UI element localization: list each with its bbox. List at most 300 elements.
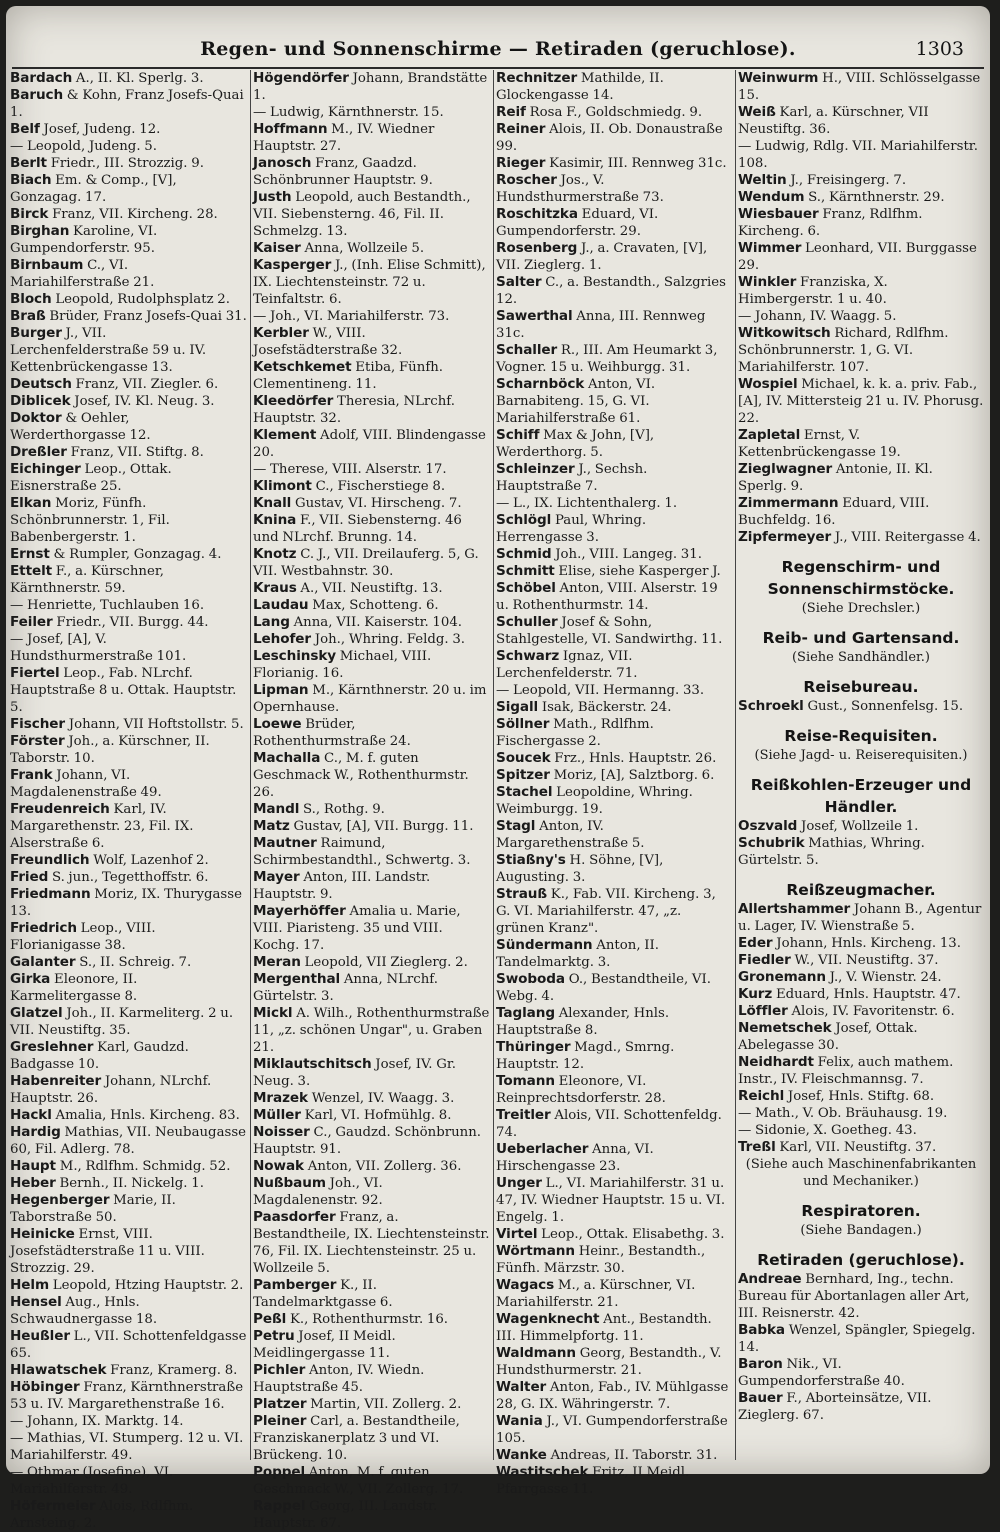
entry-details: Eduard, VI. Gumpendorferstr. 29. [496, 207, 659, 239]
entry-details: Joh., a. Kürschner, II. Taborstr. 10. [10, 734, 210, 766]
entry-name: Biach [10, 172, 52, 188]
entry-name: Poppel [253, 1464, 306, 1480]
entry-name: Freudenreich [10, 801, 110, 817]
entry-details: J., (Inh. Elise Schmitt), IX. Liechtensteinstr. 72 u. Teinfaltstr. 6. [253, 258, 486, 307]
entry-name: Andreae [738, 1271, 802, 1287]
entry-name: Kurz [738, 986, 773, 1002]
entry-name: Nemetschek [738, 1020, 832, 1036]
entry-name: Girka [10, 971, 51, 987]
entry-name: Weltin [738, 172, 787, 188]
entry-details: Anna, Wollzeile 5. [304, 241, 425, 256]
entry-details: & Oehler, Werderthorgasse 12. [10, 411, 151, 443]
directory-entry [253, 580, 490, 597]
entry-name: Mickl [253, 1005, 293, 1021]
directory-entry [10, 1005, 247, 1039]
directory-entry [10, 1073, 247, 1107]
entry-details: C., Gaudzd. Schönbrunn. Hauptstr. 91. [253, 1125, 481, 1157]
entry-name: Roscher [496, 172, 557, 188]
directory-entry [738, 901, 984, 935]
entry-details: Leopoldine, Whring. Weimburgg. 19. [496, 785, 693, 817]
entry-details: Georg, Bestandth., V. Hundsthurmerstr. 21. [496, 1346, 722, 1378]
directory-entry [253, 1413, 490, 1464]
entry-name: Ernst [10, 546, 50, 562]
directory-entry [253, 750, 490, 801]
directory-entry [738, 461, 984, 495]
entry-details: Brüder, Rothenthurmstraße 24. [253, 717, 411, 749]
entry-name: Paasdorfer [253, 1209, 336, 1225]
directory-entry [738, 1054, 984, 1088]
entry-details: J., VI. Gumpendorferstraße 105. [496, 1414, 728, 1446]
entry-details: Karl, Gaudzd. Badgasse 10. [10, 1040, 189, 1072]
entry-details: Amalia u. Marie, VIII. Piaristeng. 35 und VIII. Kochg. 17. [253, 904, 461, 953]
entry-details: Heinr., Bestandth., Fünfh. Märzstr. 30. [496, 1244, 706, 1276]
entry-details: Raimund, Schirmbestandthl., Schwertg. 3. [253, 836, 471, 868]
entry-details: Ignaz, VII. Lerchenfelderstr. 71. [496, 649, 638, 681]
directory-entry [10, 1039, 247, 1073]
header-rule [12, 67, 984, 69]
entry-details: Wenzel, Spängler, Spiegelg. 14. [738, 1323, 976, 1355]
entry-name: Schöbel [496, 580, 556, 596]
directory-entry [496, 240, 732, 274]
directory-entry [253, 70, 490, 104]
entry-name: Söllner [496, 716, 550, 732]
entry-name: Pleiner [253, 1413, 307, 1429]
entry-name: Schmitt [496, 563, 555, 579]
entry-name: Noisser [253, 1124, 310, 1140]
entry-name: Roschitzka [496, 206, 578, 222]
entry-details: M., Kärnthnerstr. 20 u. im Opernhause. [253, 683, 487, 715]
directory-entry [10, 852, 247, 869]
entry-details: Alexander, Hnls. Hauptstraße 8. [496, 1006, 670, 1038]
directory-entry [10, 70, 247, 87]
directory-entry [253, 240, 490, 257]
entry-details: Leop., Fab. NLrchf. Hauptstraße 8 u. Ottak. Hauptstr. 5. [10, 666, 237, 715]
entry-details: K., Fab. VII. Kircheng. 3, G. VI. Mariahilferstr. 47, „z. grünen Kranz". [496, 887, 716, 936]
entry-details: C., M. f. guten Geschmack W., Rothenthurmstr. 26. [253, 751, 469, 800]
column-2 [253, 70, 490, 1531]
entry-name: Knall [253, 495, 292, 511]
entry-details: R., III. Am Heumarkt 3, Vogner. 15 u. Weihburgg. 31. [496, 343, 718, 375]
entry-details: Franz, Gaadzd. Schönbrunner Hauptstr. 9. [253, 156, 433, 188]
entry-details: M., a. Kürschner, VI. Mariahilferstr. 21. [496, 1278, 696, 1310]
section-heading: Reißzeugmacher. [786, 881, 936, 899]
directory-entry [738, 986, 984, 1003]
entry-name: Weinwurm [738, 70, 819, 86]
section-heading: Respiratoren. [801, 1202, 921, 1220]
entry-details: Johann B., Agentur u. Lager, IV. Wienstraße 5. [738, 902, 982, 934]
entry-details: F., VII. Siebensterng. 46 und NLrchf. Brunng. 14. [253, 513, 462, 545]
entry-details: Franz, VII. Ziegler. 6. [75, 377, 219, 392]
entry-details: Marie, II. Taborstraße 50. [10, 1193, 176, 1225]
entry-details: Joh., II. Karmeliterg. 2 u. VII. Neustiftg. 35. [10, 1006, 234, 1038]
entry-name: Knina [253, 512, 297, 528]
entry-details: Franz, VII. Kircheng. 28. [52, 207, 218, 222]
entry-name: Schleinzer [496, 461, 575, 477]
entry-details: Franz, a. Bestandtheile, IX. Liechtensteinstr. 76, Fil. IX. Liechtensteinstr. 25 u. Wollzeile 5. [253, 1210, 490, 1276]
directory-entry [253, 359, 490, 393]
entry-details: Moriz, IX. Thurygasse 13. [10, 887, 242, 919]
entry-name: Friedrich [10, 920, 77, 936]
entry-name: Fiedler [738, 952, 791, 968]
directory-entry [496, 716, 732, 750]
directory-entry [253, 1056, 490, 1090]
entry-details: Karl, VII. Neustiftg. 37. [779, 1140, 937, 1155]
directory-entry [496, 682, 732, 699]
entry-details: Anton, IV. Wiedn. Hauptstraße 45. [253, 1363, 425, 1395]
entry-name: Mergenthal [253, 971, 341, 987]
see-reference: (Siehe Jagd- u. Reiserequisiten.) [754, 748, 968, 763]
directory-entry [496, 104, 732, 121]
directory-entry [496, 1005, 732, 1039]
entry-details: Mathilde, II. Glockengasse 14. [496, 71, 664, 103]
entry-details: M., Rdlfhm. Schmidg. 52. [59, 1159, 231, 1174]
directory-entry [496, 1345, 732, 1379]
directory-entry [496, 563, 732, 580]
entry-details: Josef, Judeng. 12. [43, 122, 161, 137]
entry-name: Elkan [10, 495, 52, 511]
directory-entry [10, 869, 247, 886]
directory-entry [253, 1396, 490, 1413]
entry-name: Reif [496, 104, 526, 120]
entry-details: Isak, Bäckerstr. 24. [541, 700, 672, 715]
entry-name: Sigall [496, 699, 539, 715]
entry-details: Anna, III. Rennweg 31c. [496, 309, 706, 341]
entry-name: Feiler [10, 614, 53, 630]
entry-details: Joh., VI. Magdalenenstr. 92. [253, 1176, 383, 1208]
entry-name: Diblicek [10, 393, 71, 409]
entry-details: Carl, a. Bestandtheile, Franziskanerplatz 3 und VI. Brückeng. 10. [253, 1414, 460, 1463]
section-heading: Reise-Requisiten. [784, 727, 938, 745]
entry-details: H., VIII. Schlösselgasse 15. [738, 71, 981, 103]
directory-entry [496, 461, 732, 495]
directory-entry [253, 1311, 490, 1328]
entry-name: Oszvald [738, 818, 798, 834]
entry-details: Friedr., VII. Burgg. 44. [56, 615, 209, 630]
entry-details: — Henriette, Tuchlauben 16. [10, 598, 205, 613]
entry-details: H. Söhne, [V], Augusting. 3. [496, 853, 664, 885]
directory-entry [738, 969, 984, 986]
entry-details: Josef & Sohn, Stahlgestelle, VI. Sandwirthg. 11. [496, 615, 723, 647]
entry-details: Leop., VIII. Florianigasse 38. [10, 921, 156, 953]
entry-name: Wania [496, 1413, 543, 1429]
entry-details: Amalia, Hnls. Kircheng. 83. [55, 1108, 240, 1123]
entry-name: Heinicke [10, 1226, 75, 1242]
entry-name: Salter [496, 274, 542, 290]
directory-entry [253, 869, 490, 903]
entry-details: Leopold, Rudolphsplatz 2. [55, 292, 230, 307]
directory-entry [738, 698, 984, 715]
entry-details: F., a. Kürschner, Kärnthnerstr. 59. [10, 564, 164, 596]
entry-details: Johann, NLrchf. Hauptstr. 26. [10, 1074, 212, 1106]
directory-entry [10, 1277, 247, 1294]
directory-entry [10, 971, 247, 1005]
directory-entry [10, 1362, 247, 1379]
entry-details: Nik., VI. Gumpendorferstraße 40. [738, 1357, 905, 1389]
directory-entry [496, 614, 732, 648]
entry-details: Fritz, II Meidl. Pfarrgasse 11. [496, 1465, 690, 1497]
entry-name: Lang [253, 614, 290, 630]
directory-entry [496, 1413, 732, 1447]
entry-name: Leschinsky [253, 648, 337, 664]
entry-details: Math., Rdlfhm. Fischergasse 2. [496, 717, 654, 749]
entry-name: Höbinger [10, 1379, 80, 1395]
entry-details: Gust., Sonnenfelsg. 15. [807, 699, 964, 714]
entry-name: Höfermeier [10, 1498, 96, 1514]
page-number: 1303 [915, 38, 964, 60]
entry-details: S. jun., Tegetthoffstr. 6. [51, 870, 209, 885]
directory-entry [10, 1430, 247, 1464]
entry-details: C., Fischerstiege 8. [315, 479, 446, 494]
directory-entry [496, 818, 732, 852]
entry-name: Allertshammer [738, 901, 851, 917]
entry-name: Virtel [496, 1226, 538, 1242]
entry-name: Bauer [738, 1390, 783, 1406]
entry-details: Leop., Ottak. Elisabethg. 3. [541, 1227, 725, 1242]
directory-entry [10, 716, 247, 733]
directory-entry [253, 308, 490, 325]
directory-entry [496, 495, 732, 512]
entry-details: Mathias, VII. Neubaugasse 60, Fil. Adlerg. 78. [10, 1125, 247, 1157]
directory-entry [10, 563, 247, 597]
directory-entry [496, 1226, 732, 1243]
entry-details: Joh., VIII. Langeg. 31. [555, 547, 702, 562]
directory-entry [253, 954, 490, 971]
entry-name: Eder [738, 935, 773, 951]
entry-name: Kaiser [253, 240, 301, 256]
entry-name: Heußler [10, 1328, 70, 1344]
entry-name: Wanke [496, 1447, 547, 1463]
entry-name: Hardig [10, 1124, 61, 1140]
entry-details: M., IV. Wiedner Hauptstr. 27. [253, 122, 435, 154]
entry-name: Bloch [10, 291, 52, 307]
entry-name: Zipfermeyer [738, 529, 832, 545]
entry-details: Ernst, V. Kettenbrückengasse 19. [738, 428, 901, 460]
entry-details: Elise, siehe Kasperger J. [558, 564, 721, 579]
entry-details: J., Sechsh. Hauptstraße 7. [496, 462, 648, 494]
directory-entry [10, 172, 247, 206]
entry-details: Aug., Hnls. Schwaudnergasse 18. [10, 1295, 158, 1327]
entry-name: Ettelt [10, 563, 53, 579]
directory-entry [253, 1090, 490, 1107]
entry-details: Gustav, VI. Hirscheng. 7. [294, 496, 462, 511]
directory-entry [496, 1175, 732, 1226]
directory-entry [253, 631, 490, 648]
directory-entry [738, 172, 984, 189]
directory-entry [253, 971, 490, 1005]
entry-details: Alois, II. Ob. Donaustraße 99. [496, 122, 723, 154]
entry-details: Leonhard, VII. Burggasse 29. [738, 241, 977, 273]
section-heading: Reib- und Gartensand. [762, 629, 960, 647]
directory-entry [253, 1464, 490, 1498]
entry-details: Leop., Ottak. Eisnerstraße 25. [10, 462, 172, 494]
entry-details: Anton, M. f. guten Geschmack W., VII. Zollerg. 17. [253, 1465, 464, 1497]
entry-name: Witkowitsch [738, 325, 831, 341]
directory-entry [253, 393, 490, 427]
directory-entry [10, 461, 247, 495]
entry-name: Stachel [496, 784, 553, 800]
entry-name: Schuller [496, 614, 558, 630]
entry-details: Franz, Rdlfhm. Kircheng. 6. [738, 207, 923, 239]
entry-name: Swoboda [496, 971, 565, 987]
directory-entry [253, 155, 490, 189]
entry-name: Kleedörfer [253, 393, 334, 409]
directory-entry [496, 512, 732, 546]
entry-details: Georg, III. Landstr. Hauptstr. 67. [253, 1499, 438, 1531]
entry-details: Alois, Rdlfhm. Arnsteing. 2. [10, 1499, 194, 1531]
directory-entry [253, 478, 490, 495]
directory-entry [253, 1124, 490, 1158]
entry-name: Klement [253, 427, 317, 443]
entry-name: Hegenberger [10, 1192, 110, 1208]
entry-details: Antonie, II. Kl. Sperlg. 9. [738, 462, 933, 494]
entry-name: Eichinger [10, 461, 81, 477]
entry-name: Mrazek [253, 1090, 308, 1106]
column-4 [738, 70, 984, 1460]
entry-details: Johann, Brandstätte 1. [253, 71, 488, 103]
directory-entry [253, 801, 490, 818]
directory-entry [496, 70, 732, 104]
entry-details: — Othmar (Josefine), VI. Mariahilferstr. 49. [10, 1465, 174, 1497]
entry-details: Anton, IV. Margarethenstraße 5. [496, 819, 645, 851]
entry-name: Hensel [10, 1294, 62, 1310]
entry-name: Helm [10, 1277, 50, 1293]
entry-details: Franz, VII. Stiftg. 8. [70, 445, 204, 460]
entry-details: J., Freisingerg. 7. [790, 173, 907, 188]
entry-details: Andreas, II. Taborstr. 31. [550, 1448, 718, 1463]
entry-details: Josef, II Meidl. Meidlingergasse 11. [253, 1329, 396, 1361]
directory-entry [496, 274, 732, 308]
directory-entry [496, 427, 732, 461]
see-reference: (Siehe Bandagen.) [800, 1223, 922, 1238]
directory-entry [496, 1447, 732, 1464]
directory-entry [10, 801, 247, 852]
directory-entry [10, 631, 247, 665]
entry-details: — Sidonie, X. Goetheg. 43. [738, 1123, 917, 1138]
entry-name: Rechnitzer [496, 70, 578, 86]
directory-entry [738, 240, 984, 274]
directory-entry [10, 1226, 247, 1277]
entry-name: Lehofer [253, 631, 312, 647]
column-divider [250, 70, 251, 1460]
directory-entry [253, 121, 490, 155]
entry-details: Moriz, [A], Salztborg. 6. [553, 768, 715, 783]
entry-name: Haupt [10, 1158, 56, 1174]
entry-details: Anton, Fab., IV. Mühlgasse 28, G. IX. Währingerstr. 7. [496, 1380, 729, 1412]
directory-entry [10, 325, 247, 376]
section-heading: Retiraden (geruchlose). [757, 1251, 965, 1269]
entry-name: Berlt [10, 155, 47, 171]
directory-entry [10, 121, 247, 138]
directory-entry [496, 1379, 732, 1413]
directory-entry [738, 1020, 984, 1054]
directory-entry [10, 257, 247, 291]
directory-entry [738, 274, 984, 308]
entry-details: Eduard, Hnls. Hauptstr. 47. [775, 987, 961, 1002]
entry-details: Josef, Hnls. Stiftg. 68. [787, 1089, 935, 1104]
entry-details: S., Kärnthnerstr. 29. [808, 190, 945, 205]
entry-details: — Leopold, VII. Hermanng. 33. [496, 683, 705, 698]
entry-details: J., VIII. Reitergasse 4. [834, 530, 981, 545]
entry-details: & Rumpler, Gonzagag. 4. [53, 547, 222, 562]
directory-entry [253, 495, 490, 512]
entry-details: Paul, Whring. Herrengasse 3. [496, 513, 647, 545]
entry-details: J., VII. Lerchenfelderstraße 59 u. IV. Kettenbrückengasse 13. [10, 326, 207, 375]
entry-details: Karl, VI. Hofmühlg. 8. [304, 1108, 452, 1123]
entry-name: Friedmann [10, 886, 91, 902]
directory-entry [496, 767, 732, 784]
entry-details: Rosa F., Goldschmiedg. 9. [529, 105, 703, 120]
entry-details: — Joh., VI. Mariahilferstr. 73. [253, 309, 450, 324]
directory-entry [738, 206, 984, 240]
entry-details: J., a. Cravaten, [V], VII. Zieglerg. 1. [496, 241, 708, 273]
entry-details: — Johann, IV. Waagg. 5. [738, 309, 897, 324]
entry-details: Anna, VII. Kaiserstr. 104. [293, 615, 463, 630]
entry-details: Ernst, VIII. Josefstädterstraße 11 u. VIII. Strozzig. 29. [10, 1227, 205, 1276]
directory-entry [496, 121, 732, 155]
directory-entry [496, 580, 732, 614]
entry-name: Mayerhöffer [253, 903, 346, 919]
see-reference: (Siehe Drechsler.) [801, 601, 921, 616]
entry-name: Meran [253, 954, 301, 970]
entry-details: Magd., Smrng. Hauptstr. 12. [496, 1040, 675, 1072]
entry-name: Deutsch [10, 376, 72, 392]
entry-name: Zapletal [738, 427, 801, 443]
directory-entry [253, 1209, 490, 1277]
directory-entry [10, 223, 247, 257]
directory-entry [738, 952, 984, 969]
entry-name: Braß [10, 308, 46, 324]
entry-name: Müller [253, 1107, 301, 1123]
entry-name: Wagenknecht [496, 1311, 600, 1327]
entry-details: Johann, Hnls. Kircheng. 13. [776, 936, 961, 951]
directory-entry [738, 189, 984, 206]
directory-entry [253, 818, 490, 835]
directory-entry [253, 427, 490, 461]
entry-name: Frank [10, 767, 53, 783]
directory-entry [10, 1413, 247, 1430]
directory-entry [10, 1124, 247, 1158]
entry-details: Ant., Bestandth. III. Himmelpfortg. 11. [496, 1312, 712, 1344]
directory-entry [253, 512, 490, 546]
directory-entry [10, 376, 247, 393]
entry-details: Anton, VI. Barnabiteng. 15, G. VI. Mariahilferstraße 61. [496, 377, 656, 426]
entry-name: Ketschkemet [253, 359, 352, 375]
entry-details: Max & John, [V], Werderthorg. 5. [496, 428, 655, 460]
entry-name: Strauß [496, 886, 548, 902]
entry-name: Treßl [738, 1139, 776, 1155]
directory-entry [496, 308, 732, 342]
entry-details: Brüder, Franz Josefs-Quai 31. [49, 309, 247, 324]
directory-entry [738, 1088, 984, 1105]
entry-details: Wolf, Lazenhof 2. [93, 853, 209, 868]
entry-name: Miklautschitsch [253, 1056, 372, 1072]
entry-details: Leopold, Htzing Hauptstr. 2. [52, 1278, 244, 1293]
directory-entry [496, 886, 732, 937]
directory-entry [738, 1122, 984, 1139]
entry-details: Anton, III. Landstr. Hauptstr. 9. [253, 870, 431, 902]
directory-entry [496, 1277, 732, 1311]
entry-name: Nowak [253, 1158, 304, 1174]
directory-entry [496, 1141, 732, 1175]
entry-name: Thüringer [496, 1039, 571, 1055]
directory-entry [10, 767, 247, 801]
entry-name: Waldmann [496, 1345, 576, 1361]
entry-details: Josef, Ottak. Abelegasse 30. [738, 1021, 918, 1053]
directory-entry [496, 342, 732, 376]
directory-entry [738, 818, 984, 835]
entry-name: Taglang [496, 1005, 555, 1021]
entry-name: Gronemann [738, 969, 826, 985]
